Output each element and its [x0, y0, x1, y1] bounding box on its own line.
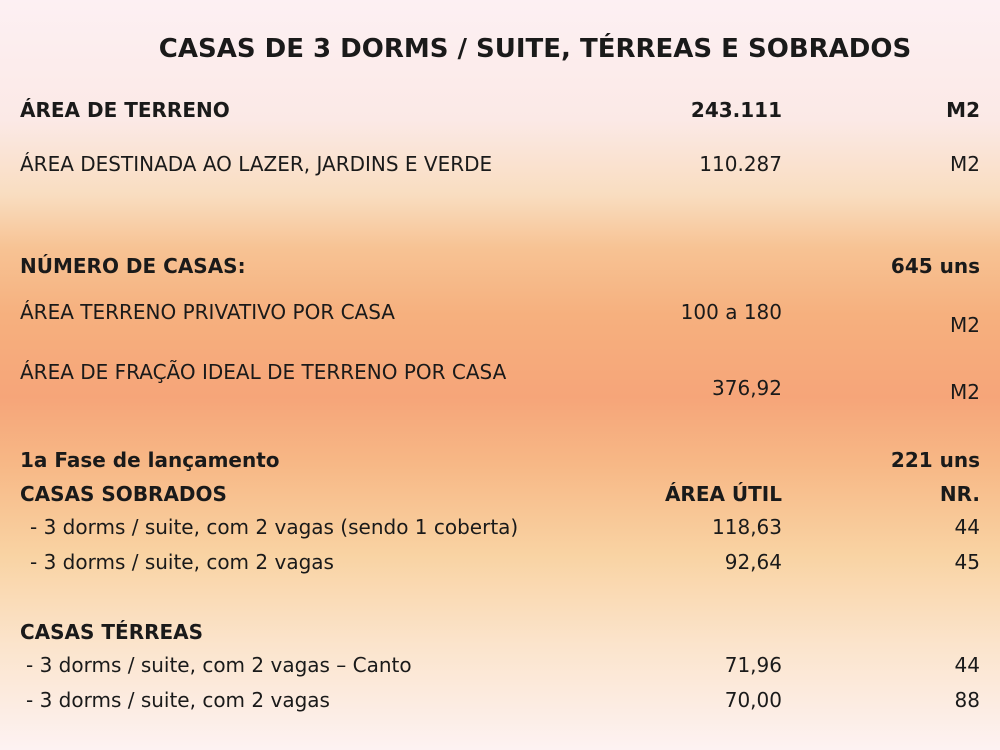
terreas-header-label: CASAS TÉRREAS: [20, 620, 204, 644]
terreas-row-label: - 3 dorms / suite, com 2 vagas: [26, 688, 330, 712]
area-privativo-unit: M2: [950, 313, 980, 337]
area-terreno-value: 243.111: [690, 98, 782, 122]
terreas-row-nr: 44: [954, 653, 980, 677]
area-terreno-unit: M2: [946, 98, 980, 122]
page-title: CASAS DE 3 DORMS / SUITE, TÉRREAS E SOBRADOS: [158, 34, 912, 64]
sobrados-header-nr: NR.: [939, 482, 980, 506]
area-fracao-unit: M2: [950, 380, 980, 404]
numero-casas-value: 645 uns: [890, 254, 980, 278]
sobrados-header-area: ÁREA ÚTIL: [664, 482, 782, 506]
terreas-row-label: - 3 dorms / suite, com 2 vagas – Canto: [26, 653, 412, 677]
numero-casas-label: NÚMERO DE CASAS:: [20, 254, 246, 278]
sobrados-header-label: CASAS SOBRADOS: [20, 482, 227, 506]
area-fracao-value: 376,92: [712, 376, 782, 400]
fase-value: 221 uns: [890, 448, 980, 472]
area-lazer-unit: M2: [950, 152, 980, 176]
terreas-row-area: 71,96: [724, 653, 782, 677]
area-fracao-label: ÁREA DE FRAÇÃO IDEAL DE TERRENO POR CASA: [20, 360, 507, 384]
terreas-row-area: 70,00: [724, 688, 782, 712]
fase-label: 1a Fase de lançamento: [20, 448, 280, 472]
sobrados-row-label: - 3 dorms / suite, com 2 vagas: [30, 550, 334, 574]
sobrados-row-area: 92,64: [724, 550, 782, 574]
area-privativo-label: ÁREA TERRENO PRIVATIVO POR CASA: [20, 300, 395, 324]
area-lazer-value: 110.287: [699, 152, 782, 176]
sobrados-row-nr: 44: [954, 515, 980, 539]
sobrados-row-nr: 45: [954, 550, 980, 574]
terreas-row-nr: 88: [954, 688, 980, 712]
area-privativo-value: 100 a 180: [680, 300, 782, 324]
sobrados-row-label: - 3 dorms / suite, com 2 vagas (sendo 1 coberta): [30, 515, 519, 539]
area-lazer-label: ÁREA DESTINADA AO LAZER, JARDINS E VERDE: [20, 152, 493, 176]
sobrados-row-area: 118,63: [712, 515, 782, 539]
area-terreno-label: ÁREA DE TERRENO: [20, 98, 230, 122]
